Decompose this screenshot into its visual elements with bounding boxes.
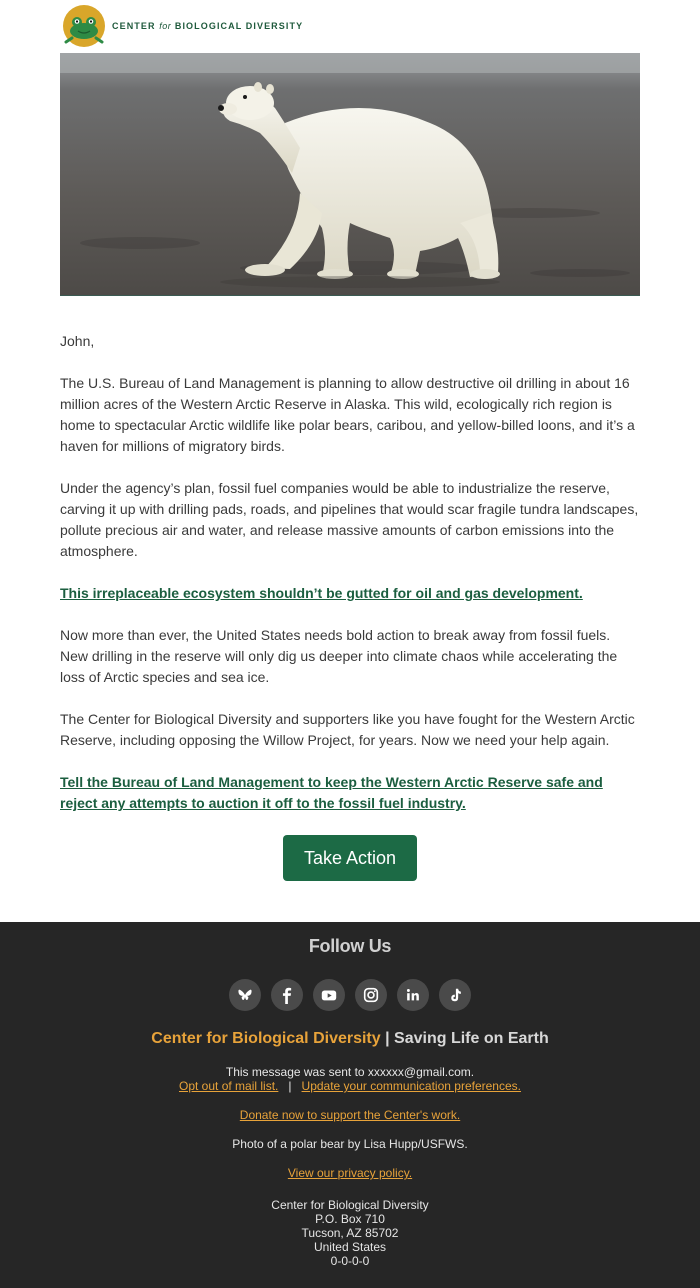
paragraph-4: The Center for Biological Diversity and supporters like you have fought for the Western Arctic Reserve, including opposing the Willow Project, for years. Now we need your help again.	[60, 711, 635, 748]
logo-wordmark: CENTER for BIOLOGICAL DIVERSITY	[112, 21, 304, 31]
email-body	[60, 331, 640, 835]
photo-credit: Photo of a polar bear by Lisa Hupp/USFWS.	[232, 1137, 468, 1151]
donate-link[interactable]: Donate now to support the Center's work.	[239, 1108, 461, 1122]
cbd-logo[interactable]	[60, 4, 303, 48]
instagram-icon[interactable]	[355, 979, 387, 1011]
privacy-policy-link[interactable]: View our privacy policy.	[287, 1166, 413, 1180]
follow-us-heading: Follow Us	[308, 936, 392, 956]
email-footer	[0, 922, 700, 1288]
youtube-icon[interactable]	[313, 979, 345, 1011]
paragraph-1: The U.S. Bureau of Land Management is planning to allow destructive oil drilling in about 16 million acres of the Western Arctic Reserve in Alaska. This wild, ecologically rich region is home to spectacular Arctic wildlife like polar bears, caribou, and yellow-billed loons, and it’s a haven for millions of migratory birds.	[60, 375, 635, 454]
social-links	[0, 979, 700, 1011]
cta-wrapper	[0, 835, 700, 881]
mailing-address	[0, 1198, 700, 1268]
footer-brandline	[0, 1030, 700, 1048]
brand-separator: |	[380, 1030, 395, 1047]
paragraph-3: Now more than ever, the United States needs bold action to break away from fossil fuels. New drilling in the reserve will only dig us deeper into climate chaos while accelerating the loss of Arctic species and sea ice.	[60, 627, 618, 685]
address-line-3: Tucson, AZ 85702	[301, 1226, 399, 1240]
sent-to-line	[0, 1065, 700, 1093]
greeting: John,	[60, 333, 95, 349]
update-preferences-link[interactable]: Update your communication preferences.	[301, 1079, 521, 1093]
tell-blm-link[interactable]: Tell the Bureau of Land Management to keep the Western Arctic Reserve safe and reject any attempts to auction it off to the fossil fuel industry.	[60, 774, 603, 811]
hero-polar-bear-image	[60, 53, 640, 296]
link-separator: |	[288, 1079, 292, 1093]
tiktok-icon[interactable]	[439, 979, 471, 1011]
opt-out-link[interactable]: Opt out of mail list.	[179, 1079, 279, 1093]
privacy-line	[0, 1166, 700, 1180]
email-header	[0, 0, 700, 53]
frog-logo-icon	[60, 4, 108, 48]
address-line-4: United States	[313, 1240, 387, 1254]
address-line-2: P.O. Box 710	[315, 1212, 385, 1226]
take-action-button[interactable]: Take Action	[283, 835, 417, 881]
footer-tagline: Saving Life on Earth	[394, 1030, 549, 1047]
ecosystem-link[interactable]: This irreplaceable ecosystem shouldn’t be gutted for oil and gas development.	[60, 585, 583, 601]
paragraph-2: Under the agency’s plan, fossil fuel companies would be able to industrialize the reserve, carving it up with drilling pads, roads, and pipelines that would scar fragile tundra landscapes, pollute precious air and water, and release massive amounts of carbon emissions into the atmosphere.	[60, 480, 639, 559]
address-line-1: Center for Biological Diversity	[271, 1198, 429, 1212]
bluesky-icon[interactable]	[229, 979, 261, 1011]
footer-org-name: Center for Biological Diversity	[151, 1030, 381, 1047]
polar-bear-illustration	[60, 53, 640, 296]
sent-to-text: This message was sent to xxxxxx@gmail.com.	[225, 1065, 475, 1079]
linkedin-icon[interactable]	[397, 979, 429, 1011]
facebook-icon[interactable]	[271, 979, 303, 1011]
donate-line	[0, 1108, 700, 1122]
address-line-5: 0-0-0-0	[330, 1254, 370, 1268]
